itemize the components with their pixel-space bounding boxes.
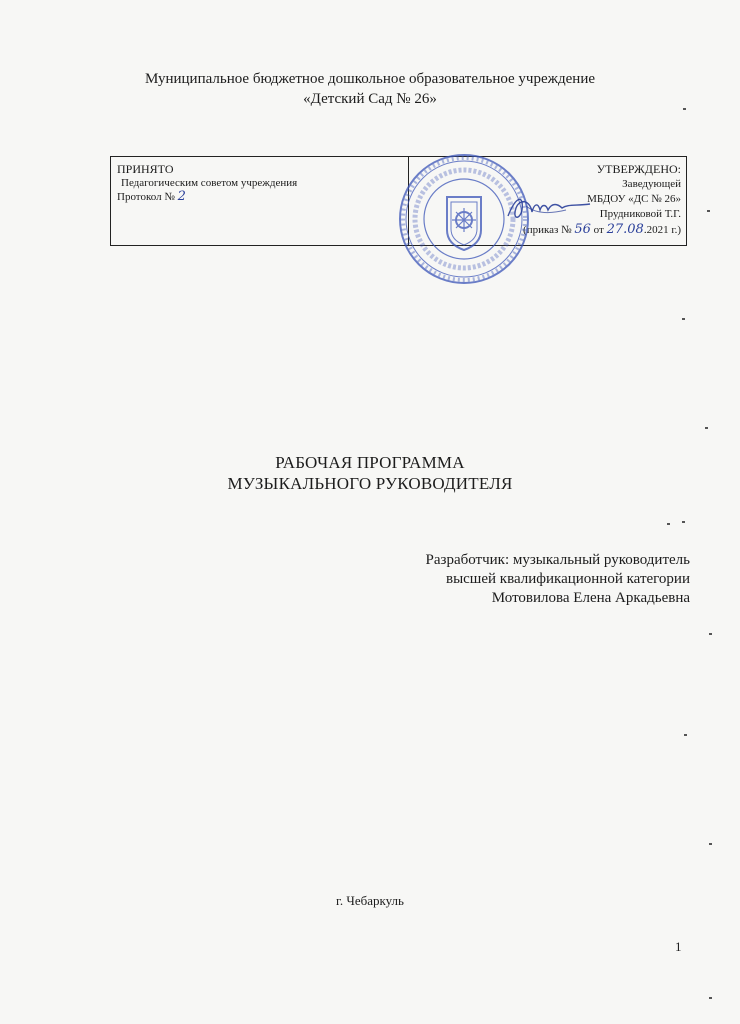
pedagogical-council-line: Педагогическим советом учреждения [121, 177, 298, 189]
approved-heading: УТВЕРЖДЕНО: [596, 162, 681, 176]
head-title: Заведующей [622, 178, 681, 190]
scan-speck [709, 843, 712, 845]
program-title-line2: МУЗЫКАЛЬНОГО РУКОВОДИТЕЛЯ [227, 474, 513, 493]
accepted-block [117, 162, 297, 204]
protocol-label: Протокол № [117, 191, 175, 203]
head-name: Прудниковой Т.Г. [599, 208, 681, 220]
scan-speck [684, 734, 687, 736]
developer-role: Разработчик: музыкальный руководитель [425, 552, 690, 568]
scan-speck [705, 427, 708, 429]
protocol-number: 2 [177, 189, 186, 204]
scan-speck [683, 108, 686, 110]
scan-speck [707, 210, 710, 212]
developer-block [426, 551, 690, 608]
order-line [523, 222, 681, 238]
developer-name: Мотовилова Елена Аркадьевна [491, 590, 690, 606]
scan-speck [667, 523, 670, 525]
institution-name: Муниципальное бюджетное дошкольное образовательное учреждение [145, 71, 595, 87]
program-title-line1: РАБОЧАЯ ПРОГРАММА [275, 453, 465, 472]
city-name: г. Чебаркуль [336, 893, 404, 908]
scan-speck [682, 521, 685, 523]
scan-speck [682, 318, 685, 320]
page-number: 1 [675, 939, 682, 954]
order-date: 27.08 [606, 222, 644, 237]
institution-header [0, 69, 740, 109]
order-number: 56 [574, 222, 591, 237]
institution-short-name: МБДОУ «ДС № 26» [587, 193, 681, 205]
order-mid: от [593, 224, 604, 236]
kindergarten-name: «Детский Сад № 26» [303, 91, 437, 107]
developer-category: высшей квалификационной категории [445, 571, 690, 587]
order-suffix: .2021 г.) [643, 224, 681, 236]
accepted-heading: ПРИНЯТО [117, 162, 174, 176]
order-prefix: (приказ № [523, 224, 572, 236]
protocol-line [117, 190, 297, 204]
scan-speck [709, 997, 712, 999]
scan-speck [709, 633, 712, 635]
signature-icon [506, 190, 592, 224]
program-title [0, 452, 740, 494]
